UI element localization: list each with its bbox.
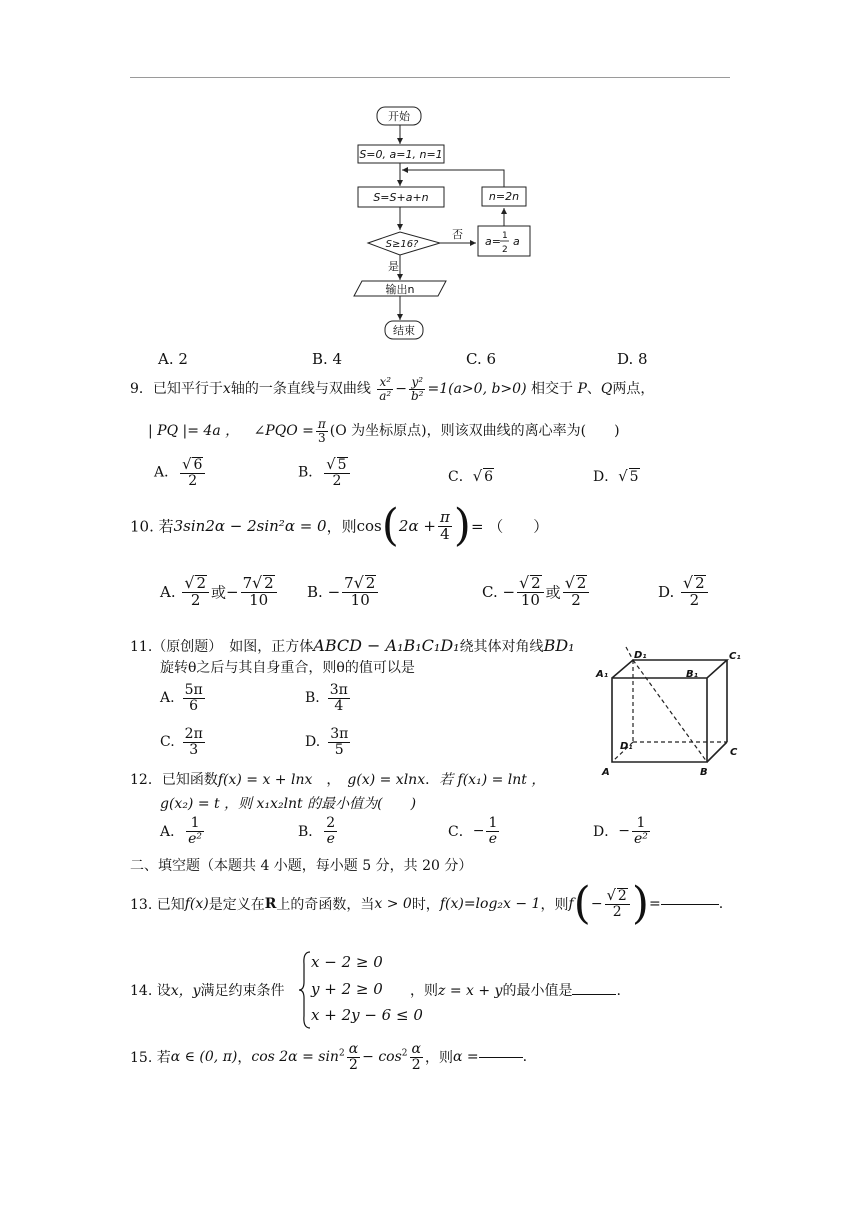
cube-label-b1: B₁	[686, 669, 699, 680]
q12-stem: 12．已知函数f(x) = x + lnx ， g(x) = xlnx．若 f(x₁) = lnt ，	[130, 772, 546, 788]
q11-option-b[interactable]: B. $\frac{3\pi}{4}$	[305, 682, 348, 714]
q15-stem: 15. 若α ∈ (0, π)，$\cos 2\alpha = \sin^2$ $\frac{\alpha}{2}$ − $\cos^2$ $\frac{\alpha}{2}$ ，则α = .	[130, 1041, 528, 1073]
q12-option-d[interactable]: D．− $\frac{1}{\text{e²}}$	[593, 815, 648, 847]
q11-stem-line2: 旋转θ之后与其自身重合，则θ的值可以是	[160, 660, 415, 676]
q9-option-c[interactable]: C．√ 6	[448, 468, 493, 485]
svg-text:a: a	[513, 235, 520, 248]
q9-option-d[interactable]: D．√ 5	[593, 468, 639, 485]
cube-label-c: C	[730, 747, 738, 758]
svg-text:结束: 结束	[393, 324, 415, 337]
q10-option-d[interactable]: D. $\frac{√ 2}{2}$	[658, 575, 710, 609]
q10-option-c[interactable]: C. − $\frac{√ 2}{10}$ 或 $\frac{√ 2}{2}$	[482, 575, 591, 609]
cube-label-a: A	[602, 767, 610, 778]
q14-constraint-3: x + 2y − 6 ≤ 0	[311, 1006, 423, 1024]
q12-option-b[interactable]: B． $\frac{2}{e}$	[298, 815, 336, 847]
q8-option-b[interactable]: B. 4	[312, 350, 343, 368]
q12-option-a[interactable]: A． $\frac{1}{\text{e²}}$	[160, 815, 203, 847]
svg-text:S≥16?: S≥16?	[385, 239, 419, 250]
q12-option-c[interactable]: C．− $\frac{1}{e}$	[448, 815, 498, 847]
header-rule	[130, 77, 730, 78]
q9-option-b[interactable]: B． $\frac{√ 5}{2}$	[298, 457, 352, 488]
q8-option-a[interactable]: A. 2	[158, 350, 188, 368]
q14-constraint-2: y + 2 ≥ 0	[311, 980, 383, 998]
flowchart	[340, 100, 550, 348]
svg-text:开始: 开始	[388, 110, 410, 123]
q10-option-b[interactable]: B. − $\frac{7√ 2}{10}$	[307, 575, 380, 609]
svg-text:1: 1	[502, 231, 508, 241]
q14-brace	[298, 950, 312, 1030]
svg-text:a=: a=	[485, 235, 501, 248]
q11-option-a[interactable]: A. $\frac{5\pi}{6}$	[160, 682, 203, 714]
cube-label-c1: C₁	[729, 651, 741, 662]
svg-text:输出n: 输出n	[385, 283, 415, 296]
q14-answer-blank[interactable]	[572, 994, 616, 995]
cube-label-b: B	[700, 767, 708, 778]
section-heading: 二、填空题（本题共 4 小题，每小题 5 分，共 20 分）	[130, 858, 473, 874]
q10-option-a[interactable]: A. $\frac{√ 2}{2}$ 或− $\frac{7√ 2}{10}$	[160, 575, 279, 609]
svg-text:S=S+a+n: S=S+a+n	[373, 191, 429, 204]
q9-option-a[interactable]: A． $\frac{√ 6}{2}$	[154, 457, 207, 488]
q9-stem: 9．已知平行于x轴的一条直线与双曲线 $\frac{\text{x²}}{\text{a²}}$ − $\frac{\text{y²}}{\text{b²}}$ =1(a>0, b>0) 相交于 P、Q两点，	[130, 375, 655, 403]
q11-stem: 11.（原创题） 如图，正方体ABCD − A₁B₁C₁D₁绕其体对角线BD₁	[130, 636, 575, 655]
svg-text:2: 2	[502, 245, 508, 255]
q14-constraint-1: x − 2 ≥ 0	[311, 953, 383, 971]
q15-answer-blank[interactable]	[479, 1057, 523, 1058]
svg-text:S=0, a=1, n=1: S=0, a=1, n=1	[359, 148, 443, 161]
q8-option-d[interactable]: D. 8	[617, 350, 648, 368]
q10-stem: 10. 若3sin2α − 2sin²α = 0，则cos(2α + $\frac{\pi}{4}$ )= （ ）	[130, 500, 549, 551]
q9-condition: | PQ |= 4a ， ∠PQO = $\frac{\pi}{3}$ (O 为坐标原点)，则该双曲线的离心率为( )	[148, 417, 620, 445]
q13-stem: 13. 已知f(x)是定义在R上的奇函数，当x > 0时，f(x)=log₂x − 1，则f(− $\frac{√ 2}{2}$ )= .	[130, 878, 724, 929]
cube-figure	[590, 645, 750, 780]
cube-label-a1: A₁	[596, 669, 609, 680]
q11-option-c[interactable]: C. $\frac{2\pi}{3}$	[160, 726, 203, 758]
q14-stem-left: 14. 设x，y满足约束条件	[130, 983, 285, 999]
q11-option-d[interactable]: D. $\frac{3\pi}{5}$	[305, 726, 349, 758]
cube-label-d1: D₁	[634, 650, 647, 661]
svg-text:否: 否	[452, 228, 463, 241]
svg-text:n=2n: n=2n	[488, 190, 520, 203]
q13-answer-blank[interactable]	[661, 904, 719, 905]
q12-stem-line2: g(x₂) = t ，则 x₁x₂lnt 的最小值为( )	[160, 796, 417, 812]
q14-stem-right: ，则z = x + y的最小值是 .	[410, 983, 621, 999]
q8-option-c[interactable]: C. 6	[466, 350, 497, 368]
cube-label-d: D₁	[620, 741, 633, 752]
svg-text:是: 是	[388, 260, 399, 273]
